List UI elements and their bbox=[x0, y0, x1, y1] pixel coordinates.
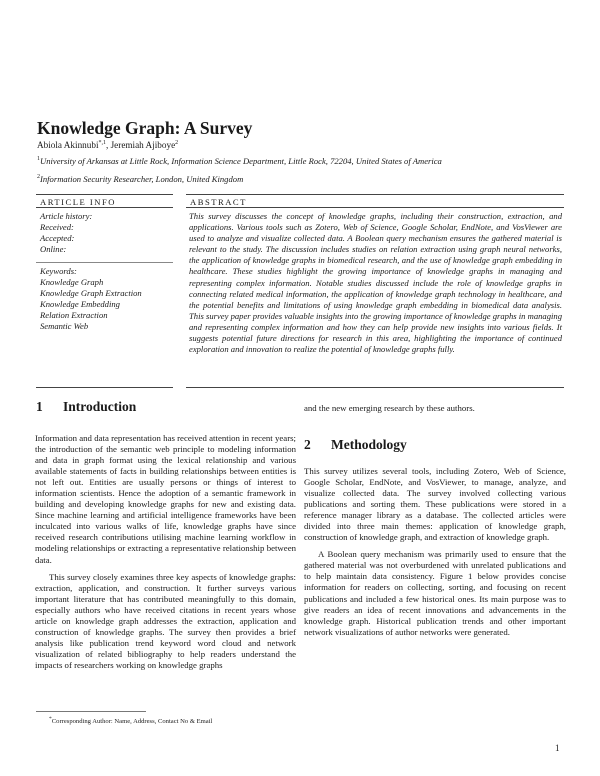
section-1-number: 1 bbox=[36, 399, 43, 414]
keyword: Knowledge Embedding bbox=[40, 299, 120, 309]
methodology-paragraph-2: A Boolean query mechanism was primarily used to ensure that the gathered material was not overburdened with unrelated publications and to help maintain data consistency. Figure 1 below provides concise information for readers on collecting, sorting, and focusing on recent publications and included a few historical ones. Its main purpose was to give readers an idea of recent innovations and advancements in the knowledge graph. Historical publication trends and other important network visualizations of author networks were generated. bbox=[304, 549, 566, 637]
article-info-bottom-rule bbox=[36, 387, 173, 388]
footnote-text: Corresponding Author: Name, Address, Contact No & Email bbox=[51, 718, 213, 726]
abstract-mid-rule bbox=[186, 207, 564, 208]
section-1-heading bbox=[36, 399, 136, 415]
abstract-heading: ABSTRACT bbox=[190, 197, 247, 207]
author-line bbox=[37, 140, 178, 150]
affiliation-2-text: Information Security Researcher, London, United Kingdom bbox=[40, 174, 244, 184]
section-1-title: Introduction bbox=[63, 399, 137, 414]
history-line: Accepted: bbox=[40, 233, 75, 243]
page-number: 1 bbox=[555, 743, 560, 753]
history-line: Article history: bbox=[40, 211, 93, 221]
section-2-heading bbox=[304, 437, 407, 453]
abstract-bottom-rule bbox=[186, 387, 564, 388]
history-line: Received: bbox=[40, 222, 74, 232]
methodology-paragraph-1: This survey utilizes several tools, including Zotero, Web of Science, Google Scholar, EndNote, and VosViewer, to manage, analyze, and visualize collected data. The survey involved collecting various publications and sorting them. These publications were stored in a reference manager library as a database. The collected articles were divided into three main themes: application of knowledge graph, construction of knowledge graph, and extraction of knowledge graph. bbox=[304, 466, 566, 543]
abstract-text: This survey discusses the concept of knowledge graphs, including their construction, extraction, and applications. Various tools such as Zotero, Web of Science, Google Scholar, EndNote, and VosViewer are used to analyze and visualize collected data. A Boolean query mechanism ensures the gathered material is relevant to the study. The discussion includes studies on relation extraction using graph neural networks, the application of knowledge graphs in biomedical research, and the use of knowledge graph embedding in healthcare. These studies highlight the growing importance of knowledge graphs in managing and representing complex information. Notable studies discussed include the role of knowledge graphs in connecting related medical information, the application of knowledge graph technology in healthcare, and the potential benefits and limitations of using knowledge graph embedding in biomedical data analysis. This survey paper provides valuable insights into the growing importance of knowledge graphs in managing and representing complex information and how they can help provide new insights into various fields. It suggests potential future directions for research in this area, highlighting the importance of continued exploration and innovation to realize the potential of knowledge graphs fully. bbox=[189, 211, 562, 355]
affiliation-1 bbox=[37, 156, 442, 166]
intro-continuation: and the new emerging research by these authors. bbox=[304, 403, 475, 413]
intro-paragraph-2: This survey closely examines three key aspects of knowledge graphs: extraction, application, and construction. It further surveys various important literature that has contributed meaningfully to this domain, especially authors who have received citations in recent years whose article on knowledge graph addresses the extraction, application and construction of knowledge graphs. The survey then provides a brief analysis like publication trend keyword word cloud and network visualization of related bibliography to help readers understand the impacts of researchers working on knowledge graphs bbox=[35, 571, 296, 670]
affiliation-1-text: University of Arkansas at Little Rock, Information Science Department, Little Rock, 72204, United States of America bbox=[40, 156, 442, 166]
keyword: Knowledge Graph Extraction bbox=[40, 288, 142, 298]
abstract-top-rule bbox=[186, 194, 564, 195]
right-column-text bbox=[304, 466, 566, 638]
author-1-marks: *,1 bbox=[98, 140, 107, 146]
footnote-rule bbox=[36, 711, 146, 712]
affiliation-1-mark: 1 bbox=[37, 156, 40, 163]
section-2-title: Methodology bbox=[331, 437, 407, 452]
affiliation-2-mark: 2 bbox=[37, 174, 40, 181]
keywords-label: Keywords: bbox=[40, 266, 77, 276]
intro-paragraph-1: Information and data representation has received attention in recent years; the introduction of the semantic web principle to modeling information and data in graph format using the lexical relationship and various available statements of facts in building relationships between entities is not left out. Entities are usually persons or things of interest to information scientists. Hence the adoption of a semantic framework in building and developing knowledge graphs for new and existing data. Since machine learning and artificial intelligence frameworks have been inculcated into various walks of life, knowledge graphs have since received research contributions utilising machine learning workflow in modeling relationships or extracting a representative relationship between data. bbox=[35, 433, 296, 565]
author-2-mark: 2 bbox=[175, 140, 179, 146]
article-info-divider bbox=[36, 262, 173, 263]
keyword: Semantic Web bbox=[40, 321, 89, 331]
footnote bbox=[49, 716, 212, 725]
affiliation-2 bbox=[37, 174, 243, 184]
history-line: Online: bbox=[40, 244, 67, 254]
author-2: , Jeremiah Ajiboye bbox=[106, 140, 176, 151]
section-2-number: 2 bbox=[304, 437, 311, 452]
author-1: Abiola Akinnubi bbox=[37, 140, 99, 151]
paper-title: Knowledge Graph: A Survey bbox=[37, 118, 253, 138]
keyword: Relation Extraction bbox=[40, 310, 108, 320]
article-info-mid-rule bbox=[36, 207, 173, 208]
article-info-top-rule bbox=[36, 194, 173, 195]
footnote-marker: * bbox=[49, 716, 52, 722]
keyword: Knowledge Graph bbox=[40, 277, 104, 287]
article-info-heading: ARTICLE INFO bbox=[40, 197, 116, 207]
left-column-text bbox=[35, 433, 296, 671]
